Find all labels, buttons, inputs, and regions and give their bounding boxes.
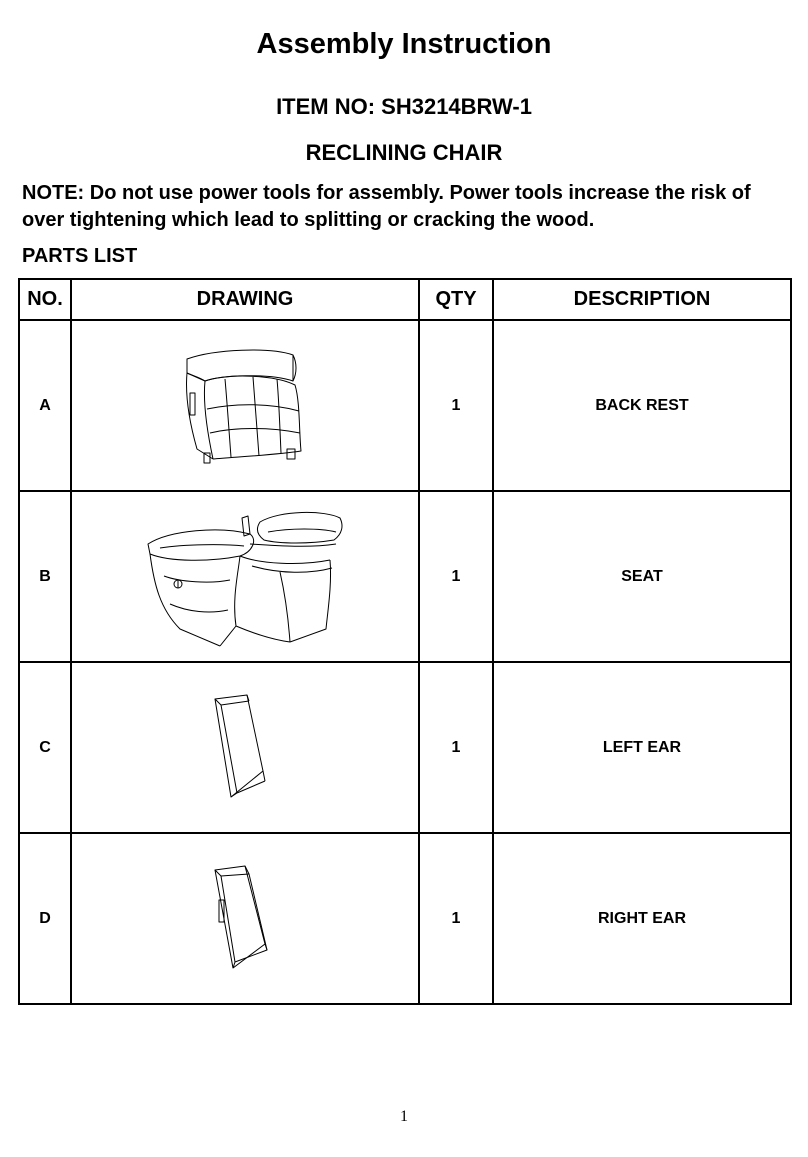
table-row bbox=[19, 833, 791, 1004]
part-description: RIGHT EAR bbox=[493, 833, 791, 1004]
part-qty: 1 bbox=[419, 320, 493, 491]
part-description: BACK REST bbox=[493, 320, 791, 491]
part-drawing-cell bbox=[71, 662, 419, 833]
part-no: A bbox=[19, 320, 71, 491]
table-row bbox=[19, 320, 791, 491]
page-number: 1 bbox=[400, 1108, 408, 1125]
page-title: Assembly Instruction bbox=[256, 28, 552, 60]
part-drawing-cell bbox=[71, 833, 419, 1004]
header-drawing: DRAWING bbox=[71, 279, 419, 320]
part-qty: 1 bbox=[419, 833, 493, 1004]
parts-table bbox=[18, 278, 792, 1005]
header-qty: QTY bbox=[419, 279, 493, 320]
left-ear-drawing bbox=[205, 693, 285, 803]
table-row bbox=[19, 491, 791, 662]
back-rest-drawing bbox=[175, 341, 315, 471]
header-no: NO. bbox=[19, 279, 71, 320]
part-no: D bbox=[19, 833, 71, 1004]
part-qty: 1 bbox=[419, 662, 493, 833]
product-name: RECLINING CHAIR bbox=[305, 140, 503, 165]
part-description: SEAT bbox=[493, 491, 791, 662]
table-header-row bbox=[19, 279, 791, 320]
parts-list-heading: PARTS LIST bbox=[22, 245, 138, 267]
part-no: C bbox=[19, 662, 71, 833]
seat-drawing bbox=[140, 504, 350, 649]
part-drawing-cell bbox=[71, 491, 419, 662]
part-qty: 1 bbox=[419, 491, 493, 662]
item-number: ITEM NO: SH3214BRW-1 bbox=[276, 94, 532, 119]
part-drawing-cell bbox=[71, 320, 419, 491]
part-no: B bbox=[19, 491, 71, 662]
assembly-note: NOTE: Do not use power tools for assembly. Power tools increase the risk of over tightening which lead to splitting or cracking the wood. bbox=[22, 182, 751, 231]
header-description: DESCRIPTION bbox=[493, 279, 791, 320]
part-description: LEFT EAR bbox=[493, 662, 791, 833]
table-row bbox=[19, 662, 791, 833]
right-ear-drawing bbox=[205, 864, 285, 974]
